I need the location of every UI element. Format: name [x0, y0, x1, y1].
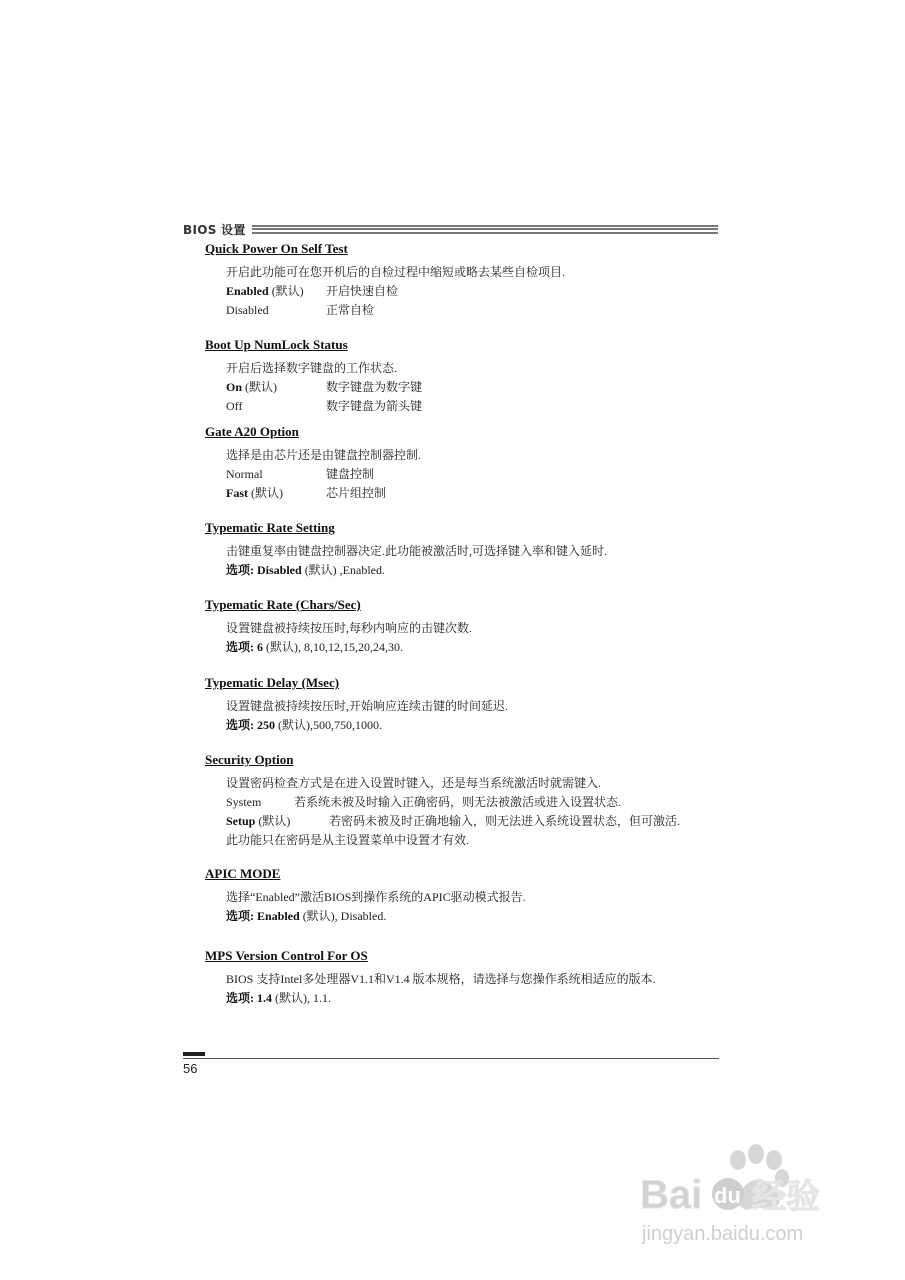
options-rest: (默认), 8,10,12,15,20,24,30.: [266, 640, 403, 654]
default-marker: (默认): [271, 284, 304, 298]
section-description: 选择是由芯片还是由键盘控制器控制.: [226, 448, 422, 462]
options-rest: (默认), Disabled.: [302, 909, 387, 923]
footer-mark: [183, 1052, 205, 1056]
options-default: 250: [257, 718, 275, 732]
options-line: [226, 561, 725, 580]
option-name: On: [226, 380, 243, 394]
options-default: 1.4: [257, 991, 272, 1005]
page-number: 56: [183, 1061, 198, 1076]
header-rule: [252, 225, 718, 234]
section-description: 设置键盘被持续按压时,开始响应连续击键的时间延迟.: [226, 699, 509, 713]
options-label: 选项:: [226, 563, 254, 577]
option-row: [226, 484, 725, 503]
section-title: Gate A20 Option: [205, 424, 299, 439]
options-line: [226, 989, 725, 1008]
footer-rule: [183, 1058, 719, 1059]
option-description: 开启快速自检: [326, 284, 399, 298]
option-description: 数字键盘为箭头键: [326, 399, 423, 413]
options-default: Disabled: [257, 563, 302, 577]
baidu-jingyan-watermark: [640, 1140, 880, 1260]
options-rest: (默认), 1.1.: [275, 991, 331, 1005]
options-label: 选项:: [226, 718, 254, 732]
options-rest: (默认),500,750,1000.: [278, 718, 382, 732]
section-title: Typematic Rate (Chars/Sec): [205, 597, 361, 612]
default-marker: (默认): [258, 814, 291, 828]
section-title: Boot Up NumLock Status: [205, 337, 348, 352]
section-note: 此功能只在密码是从主设置菜单中设置才有效.: [226, 833, 470, 847]
option-row: [226, 397, 725, 416]
options-line: [226, 907, 725, 926]
section-typematic-rate-setting: [205, 520, 725, 580]
section-description: 设置密码检查方式是在进入设置时键入，还是每当系统激活时就需键入.: [226, 776, 602, 790]
option-row: [226, 282, 725, 301]
section-title: APIC MODE: [205, 866, 281, 881]
option-name: Enabled: [226, 284, 269, 298]
options-default: 6: [257, 640, 263, 654]
option-row: [226, 378, 725, 397]
brand-right-text: du: [714, 1183, 741, 1208]
options-label: 选项:: [226, 909, 254, 923]
section-title: Security Option: [205, 752, 294, 767]
section-typematic-delay: [205, 675, 725, 735]
section-quick-post: [205, 241, 725, 320]
option-name: System: [226, 795, 262, 809]
brand-left-text: Bai: [640, 1173, 703, 1217]
section-description: 设置键盘被持续按压时,每秒内响应的击键次数.: [226, 621, 473, 635]
option-name: Disabled: [226, 303, 269, 317]
options-label: 选项:: [226, 640, 254, 654]
option-name: Off: [226, 399, 243, 413]
options-label: 选项:: [226, 991, 254, 1005]
section-title: Quick Power On Self Test: [205, 241, 348, 256]
header-title: BIOS 设置: [183, 222, 246, 237]
section-description: 开启此功能可在您开机后的自检过程中缩短或略去某些自检项目.: [226, 265, 566, 279]
section-gate-a20: [205, 424, 725, 503]
option-description: 若密码未被及时正确地输入，则无法进入系统设置状态，但可激活.: [329, 814, 681, 828]
option-row: [226, 812, 725, 831]
option-row: [226, 301, 725, 320]
section-mps-version: [205, 948, 725, 1008]
section-security-option: [205, 752, 725, 850]
brand-url-text: jingyan.baidu.com: [642, 1223, 804, 1245]
default-marker: (默认): [251, 486, 283, 500]
options-rest: (默认) ,Enabled.: [304, 563, 385, 577]
section-title: MPS Version Control For OS: [205, 948, 368, 963]
section-description: 开启后选择数字键盘的工作状态.: [226, 361, 398, 375]
default-marker: (默认): [245, 380, 278, 394]
option-row: [226, 793, 725, 812]
option-description: 数字键盘为数字键: [326, 380, 423, 394]
options-line: [226, 638, 725, 657]
option-description: 正常自检: [326, 303, 375, 317]
section-apic-mode: [205, 866, 725, 926]
option-name: Setup: [226, 814, 256, 828]
section-numlock: [205, 337, 725, 416]
option-description: 若系统未被及时输入正确密码，则无法被激活或进入设置状态.: [294, 795, 622, 809]
section-description: BIOS 支持Intel多处理器V1.1和V1.4 版本规格，请选择与您操作系统相适应的版本.: [226, 972, 656, 986]
section-typematic-rate: [205, 597, 725, 657]
running-header: [183, 220, 718, 238]
option-row: [226, 465, 725, 484]
brand-cn-text: 经验: [752, 1178, 820, 1216]
option-description: 芯片组控制: [326, 486, 387, 500]
options-default: Enabled: [257, 909, 300, 923]
option-name: Normal: [226, 467, 263, 481]
options-line: [226, 716, 725, 735]
option-name: Fast: [226, 486, 248, 500]
section-description: 选择“Enabled”激活BIOS到操作系统的APIC驱动模式报告.: [226, 890, 526, 904]
option-description: 键盘控制: [326, 467, 375, 481]
section-description: 击键重复率由键盘控制器决定.此功能被激活时,可选择键入率和键入延时.: [226, 544, 608, 558]
section-title: Typematic Rate Setting: [205, 520, 335, 535]
section-title: Typematic Delay (Msec): [205, 675, 340, 690]
